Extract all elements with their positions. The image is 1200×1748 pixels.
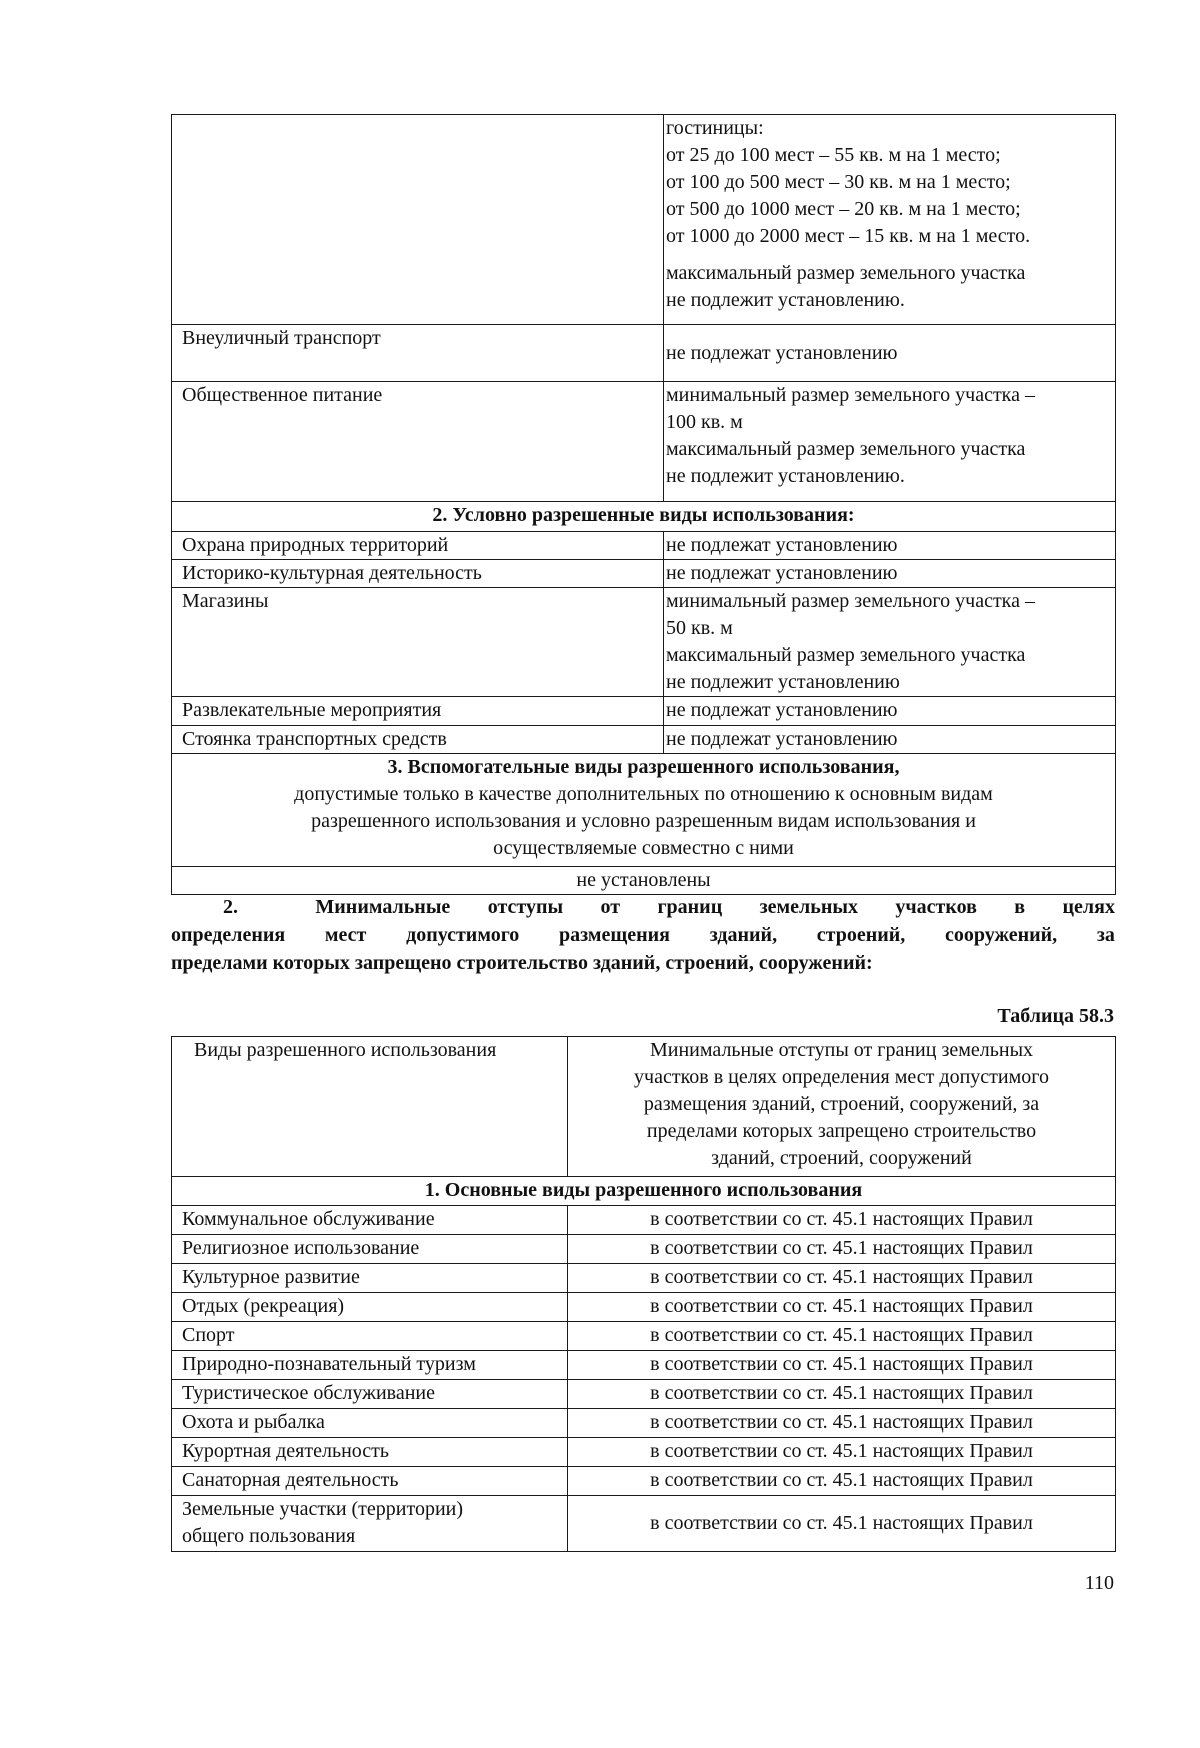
setback-cell: в соответствии со ст. 45.1 настоящих Правил <box>568 1496 1116 1552</box>
table-row <box>172 1264 1116 1293</box>
text-line: максимальный размер земельного участка <box>666 262 1026 284</box>
text-line: не подлежит установлению <box>666 671 900 693</box>
table-row <box>172 1438 1116 1467</box>
parameter-cell <box>664 325 1116 382</box>
table-row <box>172 1322 1116 1351</box>
header-line: размещения зданий, строений, сооружений, за <box>643 1093 1040 1115</box>
section-3-subtitle-line: допустимые только в качестве дополнительных по отношению к основным видам <box>294 783 993 805</box>
section-3-subtitle-line: осуществляемые совместно с ними <box>493 837 794 859</box>
word: за <box>1096 924 1115 946</box>
use-type-cell: Культурное развитие <box>172 1264 568 1293</box>
word: зданий, <box>709 924 778 946</box>
parameter-cell <box>664 115 1116 325</box>
word: отступы <box>487 896 564 918</box>
text-line: гостиницы: <box>666 117 764 139</box>
use-type-cell: Отдых (рекреация) <box>172 1293 568 1322</box>
use-type-cell: Магазины <box>172 588 664 697</box>
table-row <box>172 1351 1116 1380</box>
text-line: от 100 до 500 мест – 30 кв. м на 1 место; <box>666 171 1011 193</box>
text-line: 50 кв. м <box>666 617 733 639</box>
text-line: максимальный размер земельного участка <box>666 644 1026 666</box>
text-line: минимальный размер земельного участка – <box>666 590 1035 612</box>
table-row <box>172 1409 1116 1438</box>
text-line: не подлежат установлению <box>666 341 898 364</box>
use-type-cell: Охрана природных территорий <box>172 532 664 560</box>
text-line: общего пользования <box>182 1525 356 1547</box>
column-header-setbacks <box>568 1037 1116 1177</box>
setback-cell: в соответствии со ст. 45.1 настоящих Правил <box>568 1322 1116 1351</box>
table-row <box>172 1206 1116 1235</box>
word: сооружений, <box>945 924 1058 946</box>
setback-cell: в соответствии со ст. 45.1 настоящих Правил <box>568 1351 1116 1380</box>
section-header-row <box>172 1177 1116 1206</box>
table-row <box>172 560 1116 588</box>
word: целях <box>1062 896 1115 918</box>
text-line: от 25 до 100 мест – 55 кв. м на 1 место; <box>666 144 1001 166</box>
use-type-cell: Курортная деятельность <box>172 1438 568 1467</box>
paragraph-line: пределами которых запрещено строительство зданий, строений, сооружений: <box>171 952 873 974</box>
section-3-subtitle-line: разрешенного использования и условно разрешенным видам использования и <box>311 810 976 832</box>
table-row <box>172 532 1116 560</box>
use-type-cell: Стоянка транспортных средств <box>172 726 664 754</box>
table-row <box>172 867 1116 895</box>
use-type-cell: Санаторная деятельность <box>172 1467 568 1496</box>
word: границ <box>657 896 723 918</box>
parameter-cell <box>664 588 1116 697</box>
use-type-cell: Охота и рыбалка <box>172 1409 568 1438</box>
text-line: не подлежит установлению. <box>666 289 905 311</box>
paragraph-line <box>171 893 1115 921</box>
paragraph-number: 2. <box>223 896 238 918</box>
header-line: пределами которых запрещено строительство <box>646 1120 1037 1142</box>
table-row <box>172 1467 1116 1496</box>
text-line: 100 кв. м <box>666 411 743 433</box>
page-number: 110 <box>1084 1572 1114 1594</box>
setback-cell: в соответствии со ст. 45.1 настоящих Правил <box>568 1206 1116 1235</box>
word: участков <box>895 896 977 918</box>
word: размещения <box>558 924 670 946</box>
parameter-cell: не подлежат установлению <box>664 560 1116 588</box>
use-type-cell: Коммунальное обслуживание <box>172 1206 568 1235</box>
parameter-cell <box>664 382 1116 502</box>
table-row <box>172 1496 1116 1552</box>
word: в <box>1014 896 1026 918</box>
text-line: Земельные участки (территории) <box>182 1498 464 1520</box>
use-type-cell: Общественное питание <box>172 382 664 502</box>
text-line: от 1000 до 2000 мест – 15 кв. м на 1 место. <box>666 225 1031 247</box>
table-row <box>172 697 1116 726</box>
setback-cell: в соответствии со ст. 45.1 настоящих Правил <box>568 1438 1116 1467</box>
section-3-title-cell <box>172 754 1116 867</box>
setback-cell: в соответствии со ст. 45.1 настоящих Правил <box>568 1467 1116 1496</box>
spacer <box>666 250 1115 260</box>
use-type-cell <box>172 115 664 325</box>
word: строений, <box>816 924 906 946</box>
use-type-cell: Спорт <box>172 1322 568 1351</box>
word: определения <box>171 924 286 946</box>
text-line: максимальный размер земельного участка <box>666 438 1026 460</box>
word: земельных <box>759 896 858 918</box>
setback-cell: в соответствии со ст. 45.1 настоящих Правил <box>568 1409 1116 1438</box>
parameter-cell: не подлежат установлению <box>664 726 1116 754</box>
section-header-row <box>172 754 1116 867</box>
text-line: от 500 до 1000 мест – 20 кв. м на 1 место; <box>666 198 1021 220</box>
word: Минимальные <box>315 896 451 918</box>
table-row <box>172 1380 1116 1409</box>
parameter-cell: не подлежат установлению <box>664 532 1116 560</box>
table-row <box>172 726 1116 754</box>
section-paragraph <box>171 893 1115 977</box>
setback-table <box>171 1036 1116 1552</box>
header-row <box>172 1037 1116 1177</box>
section-3-value: не установлены <box>172 867 1116 895</box>
text-line: не подлежит установлению. <box>666 465 905 487</box>
header-line: Минимальные отступы от границ земельных <box>649 1039 1034 1061</box>
table-row <box>172 382 1116 502</box>
section-header-row <box>172 502 1116 532</box>
header-line: зданий, строений, сооружений <box>711 1147 972 1169</box>
word: от <box>600 896 621 918</box>
use-type-cell: Историко-культурная деятельность <box>172 560 664 588</box>
use-type-cell: Внеуличный транспорт <box>172 325 664 382</box>
table-row <box>172 1293 1116 1322</box>
parameter-cell: не подлежат установлению <box>664 697 1116 726</box>
use-type-cell: Развлекательные мероприятия <box>172 697 664 726</box>
setback-cell: в соответствии со ст. 45.1 настоящих Правил <box>568 1380 1116 1409</box>
table-row <box>172 588 1116 697</box>
header-line: участков в целях определения мест допустимого <box>634 1066 1049 1088</box>
land-use-parameters-table <box>171 114 1116 895</box>
use-type-cell <box>172 1496 568 1552</box>
use-type-cell: Природно-познавательный туризм <box>172 1351 568 1380</box>
word: мест <box>324 924 367 946</box>
table-row <box>172 1235 1116 1264</box>
section-1-title: 1. Основные виды разрешенного использования <box>172 1177 1116 1206</box>
section-2-title: 2. Условно разрешенные виды использования: <box>172 502 1116 532</box>
setback-cell: в соответствии со ст. 45.1 настоящих Правил <box>568 1264 1116 1293</box>
table-row <box>172 115 1116 325</box>
word: допустимого <box>406 924 520 946</box>
paragraph-line <box>171 921 1115 949</box>
table-caption: Таблица 58.3 <box>997 1005 1114 1027</box>
setback-cell: в соответствии со ст. 45.1 настоящих Правил <box>568 1293 1116 1322</box>
use-type-cell: Туристическое обслуживание <box>172 1380 568 1409</box>
table-row <box>172 325 1116 382</box>
section-3-title: 3. Вспомогательные виды разрешенного использования, <box>387 756 900 778</box>
use-type-cell: Религиозное использование <box>172 1235 568 1264</box>
text-line: минимальный размер земельного участка – <box>666 384 1035 406</box>
setback-cell: в соответствии со ст. 45.1 настоящих Правил <box>568 1235 1116 1264</box>
column-header-use-type: Виды разрешенного использования <box>172 1037 568 1177</box>
